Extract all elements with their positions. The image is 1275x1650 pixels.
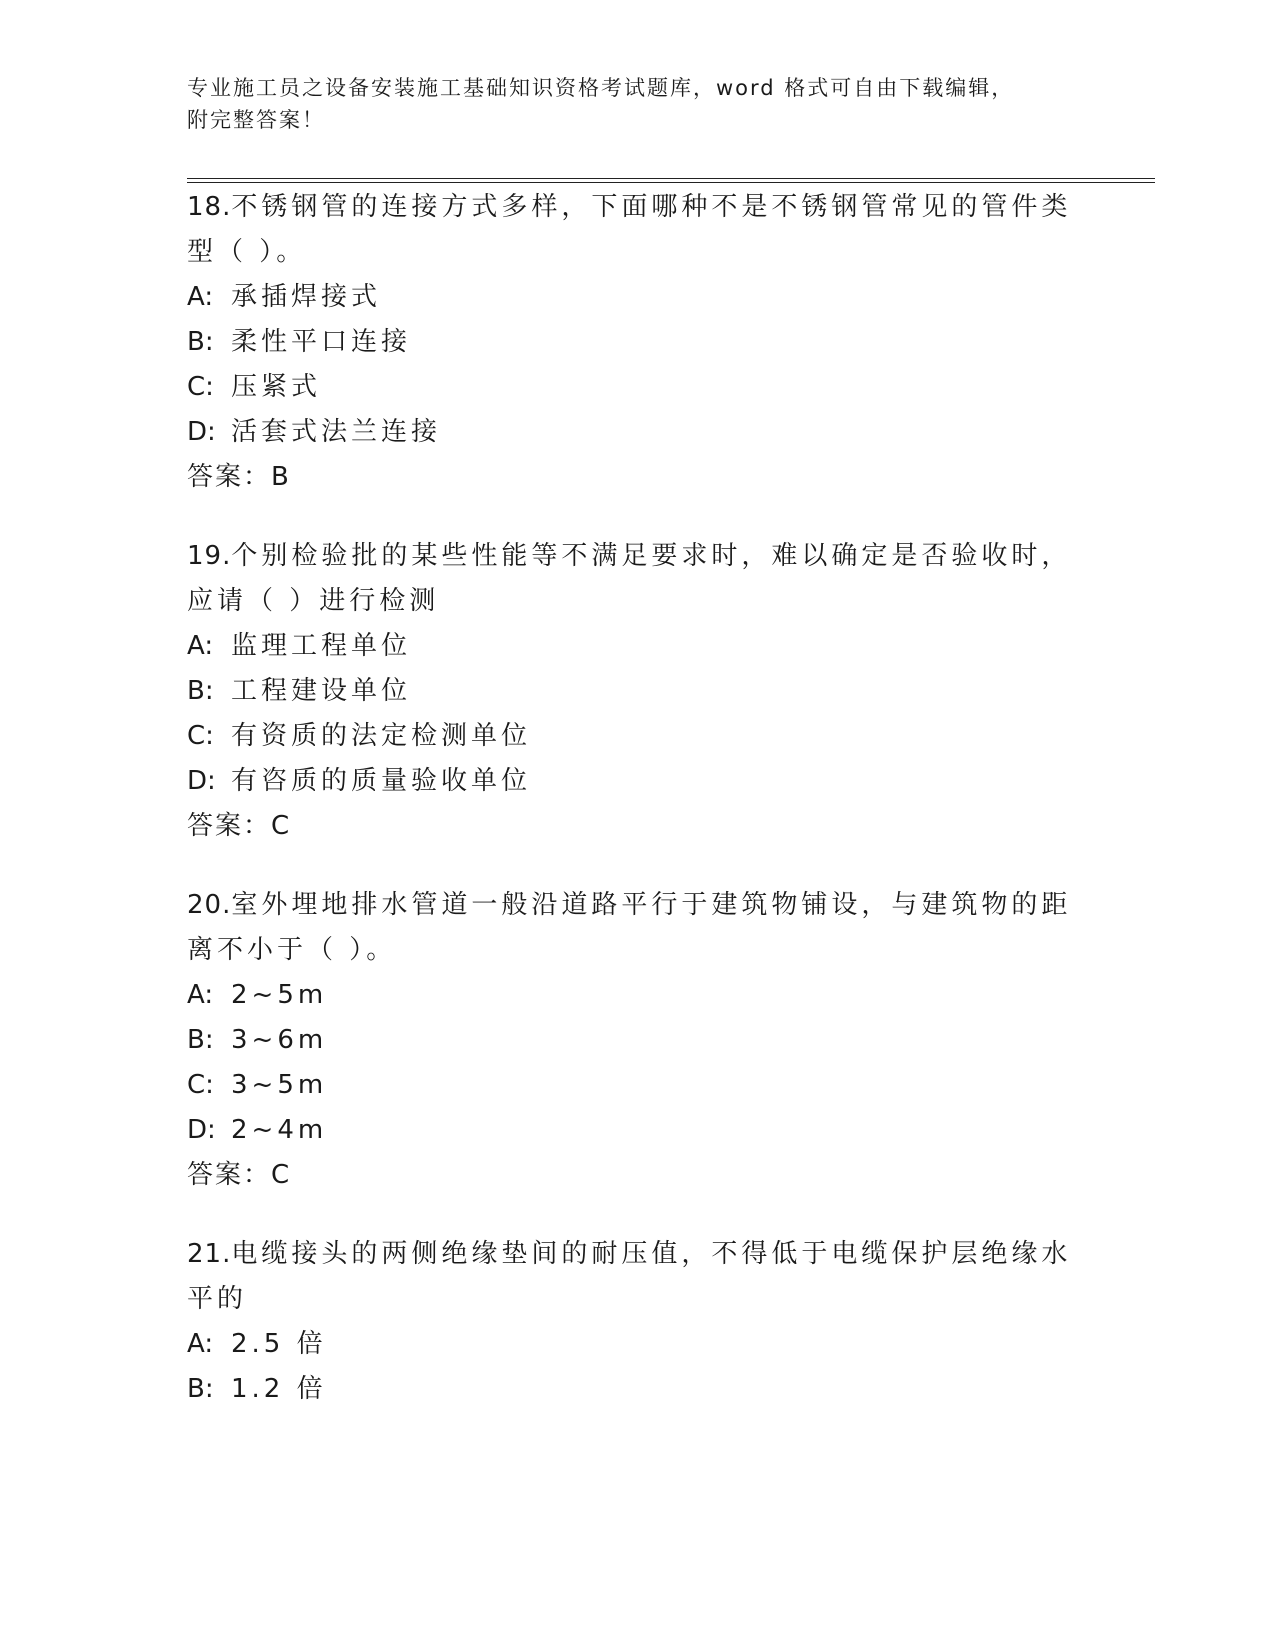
option-a [187, 275, 1087, 320]
option-text: 2.5 倍 [231, 1329, 327, 1359]
option-d [187, 759, 1087, 804]
answer: 答案：C [187, 1160, 292, 1190]
option-b [187, 1367, 1087, 1412]
option-a [187, 973, 1087, 1018]
option-letter: D: [187, 417, 216, 447]
question-number: 21. [187, 1239, 232, 1269]
option-letter: A: [187, 980, 214, 1010]
option-text: 1.2 倍 [231, 1374, 327, 1404]
question-text: 电缆接头的两侧绝缘垫间的耐压值，不得低于电缆保护层绝缘水平的 [187, 1239, 1072, 1314]
option-text: 监理工程单位 [231, 631, 412, 661]
question-text: 室外埋地排水管道一般沿道路平行于建筑物铺设，与建筑物的距离不小于（ ）。 [187, 890, 1072, 965]
option-text: 有咨质的质量验收单位 [231, 766, 532, 796]
option-letter: A: [187, 282, 214, 312]
option-c [187, 714, 1087, 759]
option-text: 2~5m [231, 980, 328, 1010]
option-text: 承插焊接式 [231, 282, 382, 312]
question-stem [187, 883, 1087, 973]
question-text: 不锈钢管的连接方式多样，下面哪种不是不锈钢管常见的管件类型（ ）。 [187, 192, 1072, 267]
option-letter: A: [187, 1329, 214, 1359]
document-header [187, 72, 1087, 136]
question-number: 19. [187, 541, 232, 571]
answer: 答案：C [187, 811, 292, 841]
question-text: 个别检验批的某些性能等不满足要求时，难以确定是否验收时，应请（ ）进行检测 [187, 541, 1072, 616]
option-letter: B: [187, 1374, 214, 1404]
option-letter: B: [187, 1025, 214, 1055]
option-b [187, 669, 1087, 714]
option-letter: B: [187, 676, 214, 706]
option-letter: C: [187, 372, 214, 402]
option-b [187, 1018, 1087, 1063]
option-text: 活套式法兰连接 [231, 417, 442, 447]
header-line-1: 专业施工员之设备安装施工基础知识资格考试题库，word 格式可自由下载编辑， [187, 76, 1015, 100]
option-a [187, 624, 1087, 669]
option-d [187, 410, 1087, 455]
option-text: 压紧式 [231, 372, 322, 402]
option-d [187, 1108, 1087, 1153]
option-text: 工程建设单位 [231, 676, 412, 706]
option-letter: A: [187, 631, 214, 661]
option-c [187, 365, 1087, 410]
option-text: 3~5m [231, 1070, 328, 1100]
question-stem [187, 185, 1087, 275]
option-text: 2~4m [231, 1115, 328, 1145]
option-c [187, 1063, 1087, 1108]
question-list [187, 185, 1087, 1446]
answer: 答案：B [187, 462, 291, 492]
question-stem [187, 534, 1087, 624]
question-number: 18. [187, 192, 232, 222]
option-text: 柔性平口连接 [231, 327, 412, 357]
option-b [187, 320, 1087, 365]
option-text: 有资质的法定检测单位 [231, 721, 532, 751]
option-letter: C: [187, 1070, 214, 1100]
option-letter: D: [187, 1115, 216, 1145]
header-divider [187, 178, 1155, 183]
question-19 [187, 534, 1087, 849]
header-line-2: 附完整答案！ [187, 108, 325, 132]
question-number: 20. [187, 890, 232, 920]
option-letter: B: [187, 327, 214, 357]
option-text: 3~6m [231, 1025, 328, 1055]
option-a [187, 1322, 1087, 1367]
question-21 [187, 1232, 1087, 1412]
question-20 [187, 883, 1087, 1198]
option-letter: C: [187, 721, 214, 751]
question-stem [187, 1232, 1087, 1322]
option-letter: D: [187, 766, 216, 796]
question-18 [187, 185, 1087, 500]
